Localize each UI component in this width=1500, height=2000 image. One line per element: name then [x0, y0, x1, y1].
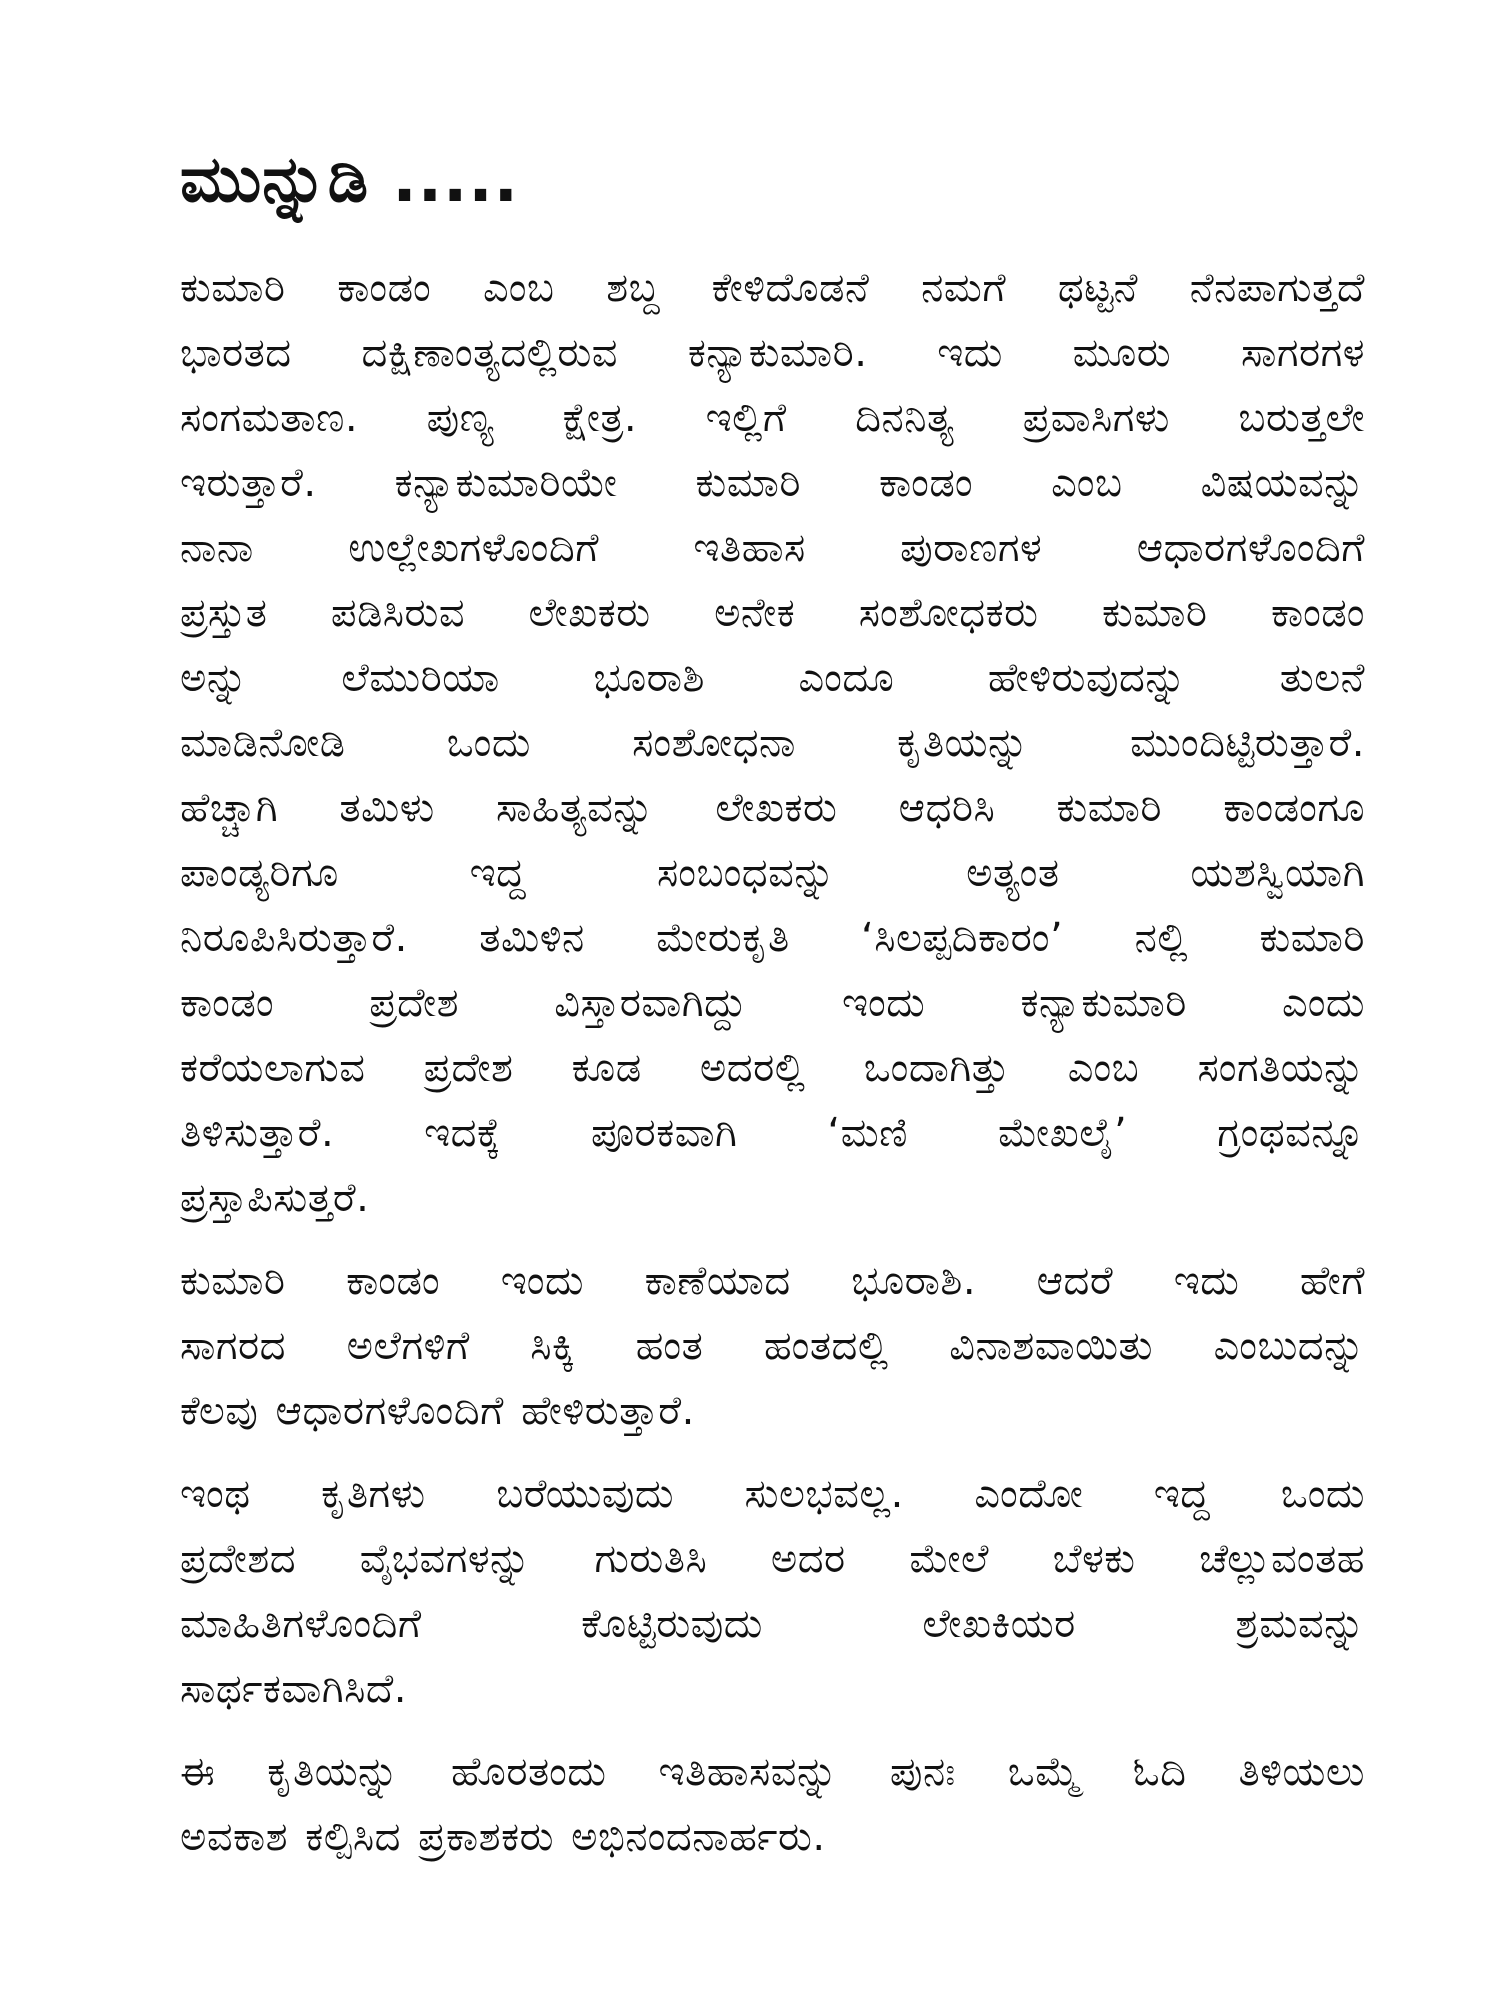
paragraph-line: ಸಂಗಮತಾಣ. ಪುಣ್ಯ ಕ್ಷೇತ್ರ. ಇಲ್ಲಿಗೆ ದಿನನಿತ್ಯ ಪ್ರವಾಸಿಗಳು ಬರುತ್ತಲೇ [180, 395, 1365, 441]
paragraph-line: ನಿರೂಪಿಸಿರುತ್ತಾರೆ. ತಮಿಳಿನ ಮೇರುಕೃತಿ ‘ಸಿಲಪ್ಪದಿಕಾರಂ’ ನಲ್ಲಿ ಕುಮಾರಿ [180, 915, 1365, 961]
paragraph-line: ಪ್ರಸ್ತಾಪಿಸುತ್ತರೆ. [180, 1175, 370, 1221]
paragraph-4 [180, 1740, 1365, 1870]
paragraph-line: ಕೆಲವು ಆಧಾರಗಳೊಂದಿಗೆ ಹೇಳಿರುತ್ತಾರೆ. [180, 1388, 695, 1434]
paragraph-line: ಕಾಂಡಂ ಪ್ರದೇಶ ವಿಸ್ತಾರವಾಗಿದ್ದು ಇಂದು ಕನ್ಯಾಕುಮಾರಿ ಎಂದು [180, 980, 1365, 1026]
paragraph-line: ಸಾಗರದ ಅಲೆಗಳಿಗೆ ಸಿಕ್ಕಿ ಹಂತ ಹಂತದಲ್ಲಿ ವಿನಾಶವಾಯಿತು ಎಂಬುದನ್ನು [180, 1323, 1365, 1369]
paragraph-3 [180, 1462, 1365, 1722]
paragraph-line: ಅವಕಾಶ ಕಲ್ಪಿಸಿದ ಪ್ರಕಾಶಕರು ಅಭಿನಂದನಾರ್ಹರು. [180, 1814, 826, 1860]
paragraph-line: ನಾನಾ ಉಲ್ಲೇಖಗಳೊಂದಿಗೆ ಇತಿಹಾಸ ಪುರಾಣಗಳ ಆಧಾರಗಳೊಂದಿಗೆ [180, 525, 1365, 571]
paragraph-line: ಕರೆಯಲಾಗುವ ಪ್ರದೇಶ ಕೂಡ ಅದರಲ್ಲಿ ಒಂದಾಗಿತ್ತು ಎಂಬ ಸಂಗತಿಯನ್ನು [180, 1045, 1365, 1091]
paragraph-line: ಈ ಕೃತಿಯನ್ನು ಹೊರತಂದು ಇತಿಹಾಸವನ್ನು ಪುನಃ ಒಮ್ಮೆ ಓದಿ ತಿಳಿಯಲು [180, 1749, 1365, 1795]
paragraph-line: ತಿಳಿಸುತ್ತಾರೆ. ಇದಕ್ಕೆ ಪೂರಕವಾಗಿ ‘ಮಣಿ ಮೇಖಲೈ’ ಗ್ರಂಥವನ್ನೂ [180, 1110, 1365, 1156]
paragraph-line: ಹೆಚ್ಚಾಗಿ ತಮಿಳು ಸಾಹಿತ್ಯವನ್ನು ಲೇಖಕರು ಆಧರಿಸಿ ಕುಮಾರಿ ಕಾಂಡಂಗೂ [180, 785, 1365, 831]
paragraph-line: ಇರುತ್ತಾರೆ. ಕನ್ಯಾಕುಮಾರಿಯೇ ಕುಮಾರಿ ಕಾಂಡಂ ಎಂಬ ವಿಷಯವನ್ನು [180, 460, 1365, 506]
paragraph-line: ಸಾರ್ಥಕವಾಗಿಸಿದೆ. [180, 1666, 407, 1712]
paragraph-line: ಮಾಡಿನೋಡಿ ಒಂದು ಸಂಶೋಧನಾ ಕೃತಿಯನ್ನು ಮುಂದಿಟ್ಟಿರುತ್ತಾರೆ. [180, 720, 1365, 766]
paragraph-line: ಅನ್ನು ಲೆಮುರಿಯಾ ಭೂರಾಶಿ ಎಂದೂ ಹೇಳಿರುವುದನ್ನು ತುಲನೆ [180, 655, 1365, 701]
paragraph-line: ಇಂಥ ಕೃತಿಗಳು ಬರೆಯುವುದು ಸುಲಭವಲ್ಲ. ಎಂದೋ ಇದ್ದ ಒಂದು [180, 1471, 1365, 1517]
paragraph-line: ಪ್ರದೇಶದ ವೈಭವಗಳನ್ನು ಗುರುತಿಸಿ ಅದರ ಮೇಲೆ ಬೆಳಕು ಚೆಲ್ಲುವಂತಹ [180, 1536, 1365, 1582]
paragraph-2 [180, 1249, 1365, 1444]
paragraph-line: ಕುಮಾರಿ ಕಾಂಡಂ ಎಂಬ ಶಬ್ದ ಕೇಳಿದೊಡನೆ ನಮಗೆ ಥಟ್ಟನೆ ನೆನಪಾಗುತ್ತದೆ [180, 265, 1365, 311]
paragraph-line: ಪಾಂಡ್ಯರಿಗೂ ಇದ್ದ ಸಂಬಂಧವನ್ನು ಅತ್ಯಂತ ಯಶಸ್ವಿಯಾಗಿ [180, 850, 1365, 896]
paragraph-line: ಪ್ರಸ್ತುತ ಪಡಿಸಿರುವ ಲೇಖಕರು ಅನೇಕ ಸಂಶೋಧಕರು ಕುಮಾರಿ ಕಾಂಡಂ [180, 590, 1365, 636]
paragraph-line: ಭಾರತದ ದಕ್ಷಿಣಾಂತ್ಯದಲ್ಲಿರುವ ಕನ್ಯಾಕುಮಾರಿ. ಇದು ಮೂರು ಸಾಗರಗಳ [180, 330, 1365, 376]
paragraph-line: ಕುಮಾರಿ ಕಾಂಡಂ ಇಂದು ಕಾಣೆಯಾದ ಭೂರಾಶಿ. ಆದರೆ ಇದು ಹೇಗೆ [180, 1258, 1365, 1304]
page-title: ಮುನ್ನುಡಿ ..... [180, 143, 519, 217]
paragraph-line: ಮಾಹಿತಿಗಳೊಂದಿಗೆ ಕೊಟ್ಟಿರುವುದು ಲೇಖಕಿಯರ ಶ್ರಮವನ್ನು [180, 1601, 1365, 1647]
paragraph-1 [180, 256, 1365, 1231]
